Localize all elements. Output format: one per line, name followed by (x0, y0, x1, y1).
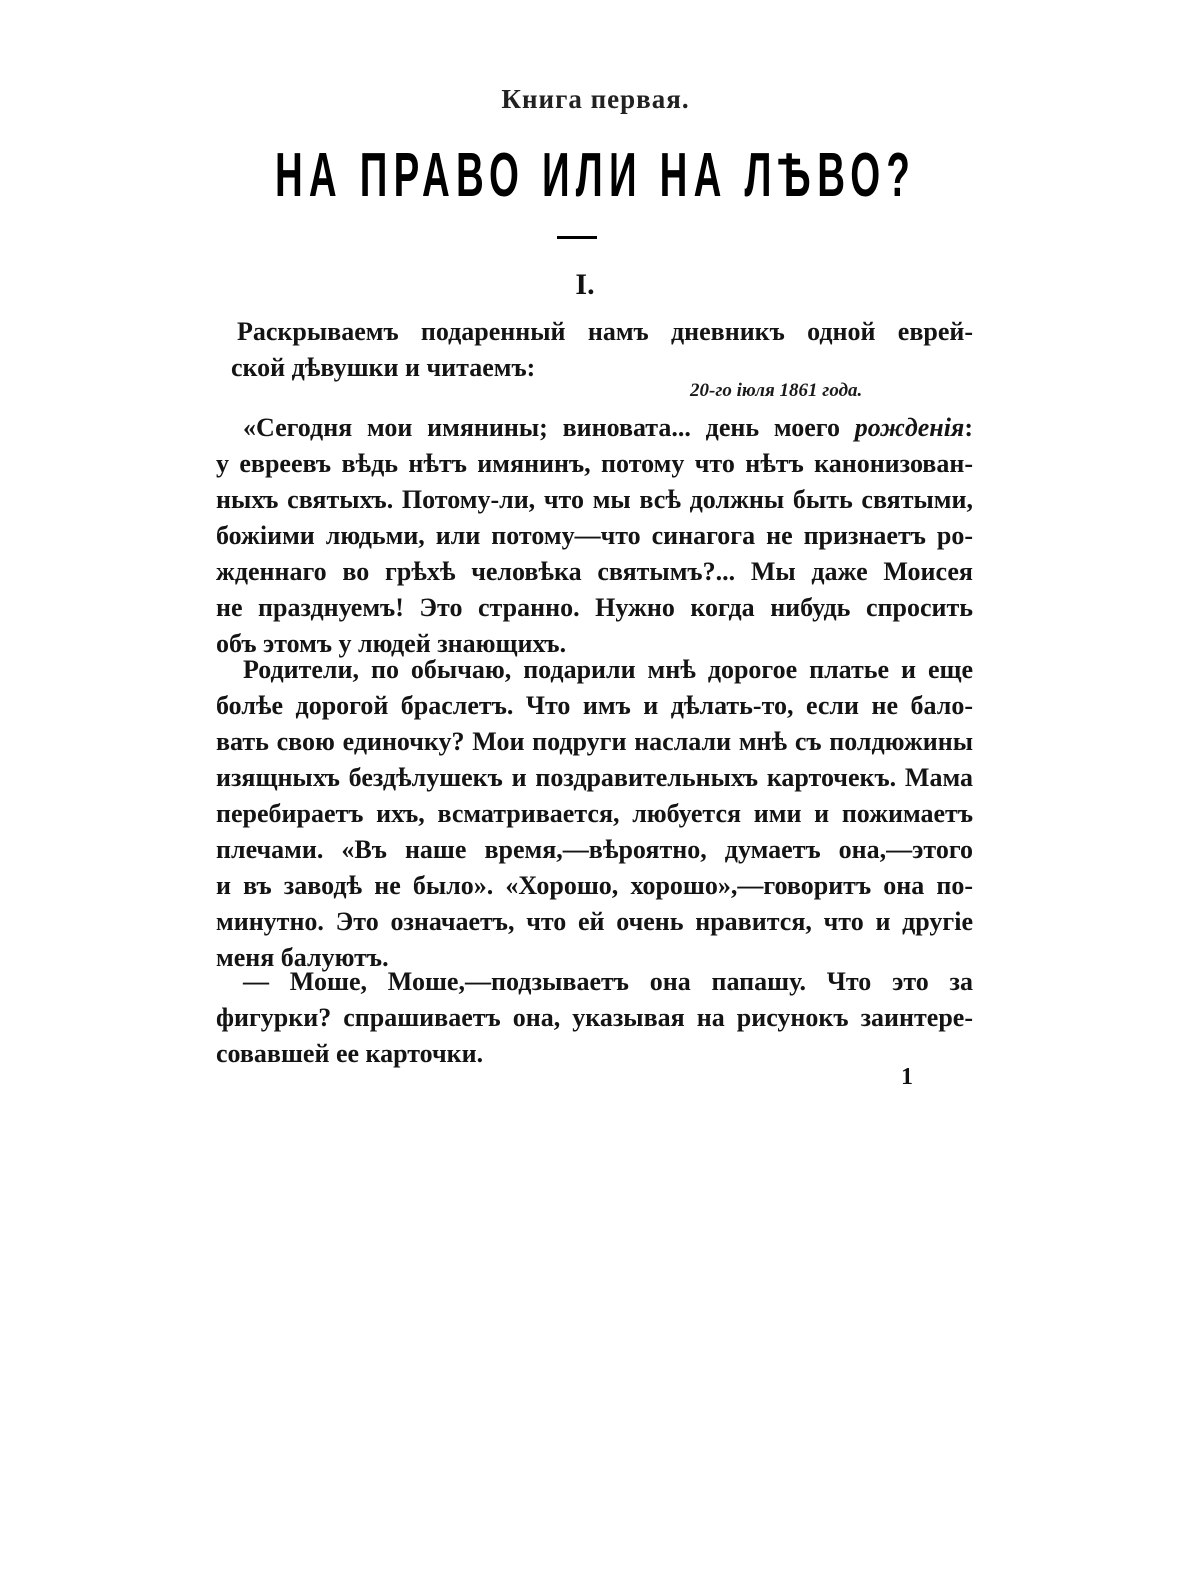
text-line (243, 410, 973, 446)
book-label: Книга первая. (501, 84, 690, 114)
text-line: Раскрываемъ подаренный намъ дневникъ одной еврей- (237, 317, 973, 346)
diary-paragraph-3-body (216, 1000, 973, 1072)
chapter-title: НА ПРАВО ИЛИ НА ЛѢВО? (274, 141, 917, 210)
text-line: болѣе дорогой браслетъ. Что имъ и дѣлать-то, если не бало- (216, 691, 973, 720)
page-number: 1 (901, 1064, 913, 1090)
chapter-number: I. (575, 268, 595, 301)
text-line: ныхъ святыхъ. Потому-ли, что мы всѣ должны быть святыми, (216, 485, 973, 514)
diary-date: 20-го іюля 1861 года. (690, 380, 863, 401)
text-line: фигурки? спрашиваетъ она, указывая на рисунокъ заинтере- (216, 1003, 973, 1032)
text-line: совавшей ее карточки. (216, 1039, 484, 1068)
diary-paragraph-1-body (216, 446, 973, 662)
text-line: меня балуютъ. (216, 943, 389, 972)
title-divider (557, 236, 597, 239)
text-line: — Моше, Моше,—подзываетъ она папашу. Что это за (243, 967, 973, 996)
diary-paragraph-1 (243, 410, 973, 446)
text-line: минутно. Это означаетъ, что ей очень нравится, что и другіе (216, 907, 973, 936)
text-line: перебираетъ ихъ, всматривается, любуется ими и пожимаетъ (216, 799, 973, 828)
text-line: вать свою единочку? Мои подруги наслали мнѣ съ полдюжины (216, 727, 973, 756)
diary-paragraph-2-body (216, 688, 973, 976)
text-line: Родители, по обычаю, подарили мнѣ дорогое платье и еще (243, 655, 973, 684)
text-segment: : (964, 413, 973, 442)
text-line: жденнаго во грѣхѣ человѣка святымъ?... Мы даже Моисея (216, 557, 973, 586)
text-line: изящныхъ бездѣлушекъ и поздравительныхъ карточекъ. Мама (216, 763, 973, 792)
diary-paragraph-3-first (243, 964, 973, 1000)
text-line: не празднуемъ! Это странно. Нужно когда нибудь спросить (216, 593, 973, 622)
text-line: плечами. «Въ наше время,—вѣроятно, думаетъ она,—этого (216, 835, 973, 864)
text-line: ской дѣвушки и читаемъ: (231, 353, 536, 382)
text-segment: «Сегодня мои имянины; виновата... день моего (243, 413, 855, 442)
text-line: божіими людьми, или потому—что синагога не признаетъ ро- (216, 521, 973, 550)
text-line: объ этомъ у людей знающихъ. (216, 629, 567, 658)
intro-paragraph (231, 314, 973, 386)
italic-word: рожденія (854, 413, 965, 442)
text-line: у евреевъ вѣдь нѣтъ имянинъ, потому что нѣтъ канонизован- (216, 449, 973, 478)
text-line: и въ заводѣ не было». «Хорошо, хорошо»,—говоритъ она по- (216, 871, 973, 900)
diary-paragraph-2-first (243, 652, 973, 688)
